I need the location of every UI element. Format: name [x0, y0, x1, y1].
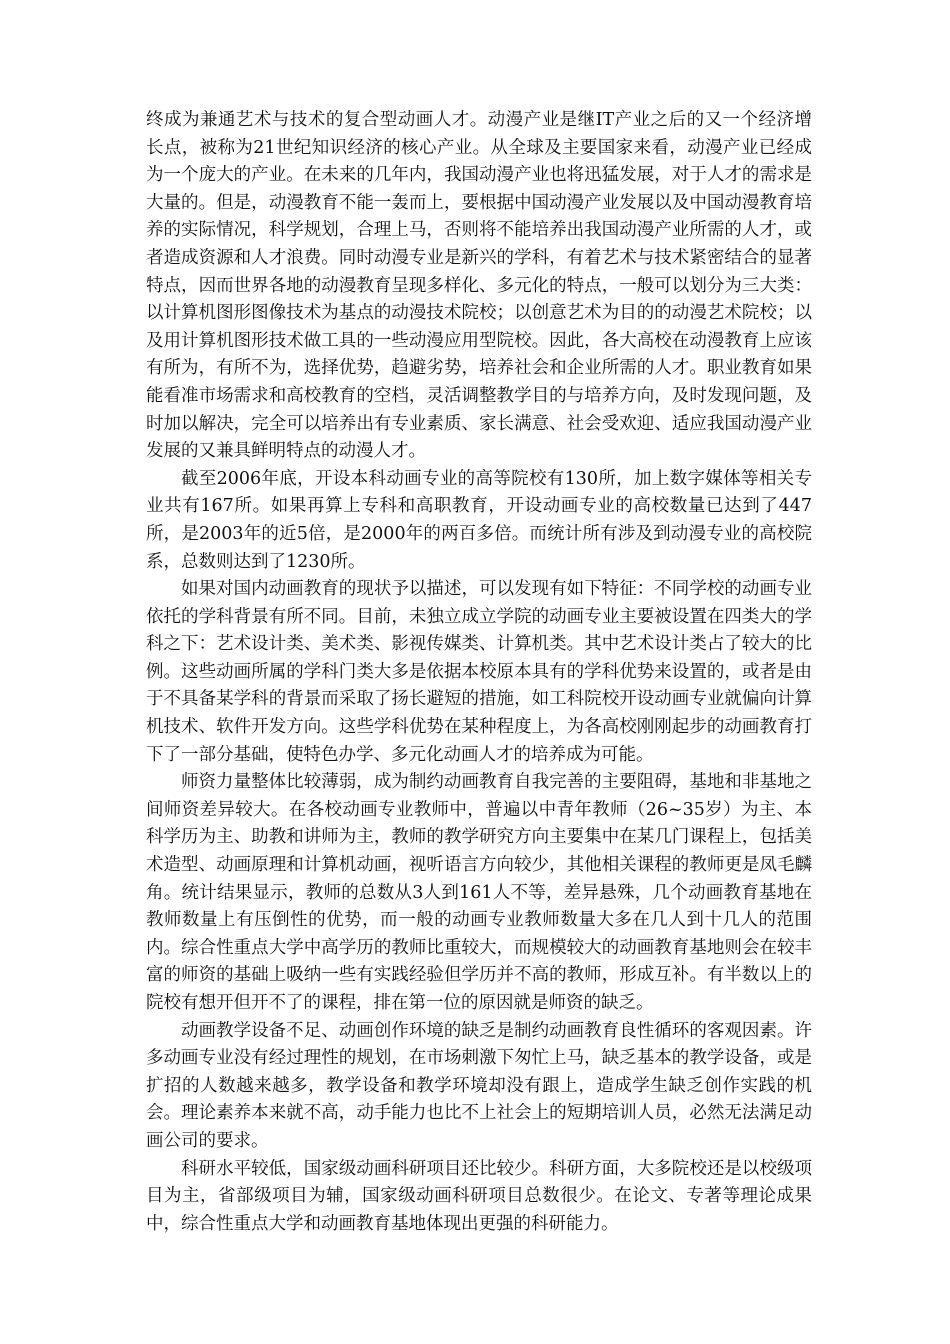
paragraph-5: 动画教学设备不足、动画创作环境的缺乏是制约动画教育良性循环的客观因素。许多动画专业没有经过理性的规划，在市场刺激下匆忙上马，缺乏基本的教学设备，或是扩招的人数越来越多，教学设备和教学环境却没有跟上，造成学生缺乏创作实践的机会。理论素养本来就不高，动手能力也比不上社会上的短期培训人员，必然无法满足动画公司的要求。 — [146, 1020, 812, 1151]
paragraph-2: 截至2006年底，开设本科动画专业的高等院校有130所，加上数字媒体等相关专业共有167所。如果再算上专科和高职教育，开设动画专业的高校数量已达到了447所，是2003年的近5倍，是2000年的两百多倍。而统计所有涉及到动漫专业的高校院系，总数则达到了1230所。 — [146, 468, 812, 572]
paragraph-6: 科研水平较低，国家级动画科研项目还比较少。科研方面，大多院校还是以校级项目为主，省部级项目为辅，国家级动画科研项目总数很少。在论文、专著等理论成果中，综合性重点大学和动画教育基地体现出更强的科研能力。 — [146, 1158, 812, 1234]
paragraph-3: 如果对国内动画教育的现状予以描述，可以发现有如下特征：不同学校的动画专业依托的学科背景有所不同。目前，未独立成立学院的动画专业主要被设置在四类大的学科之下：艺术设计类、美术类、影视传媒类、计算机类。其中艺术设计类占了较大的比例。这些动画所属的学科门类大多是依据本校原本具有的学科优势来设置的，或者是由于不具备某学科的背景而采取了扬长避短的措施，如工科院校开设动画专业就偏向计算机技术、软件开发方向。这些学科优势在某种程度上，为各高校刚刚起步的动画教育打下了一部分基础，使特色办学、多元化动画人才的培养成为可能。 — [146, 579, 812, 765]
document-body — [146, 107, 812, 1238]
paragraph-1: 终成为兼通艺术与技术的复合型动画人才。动漫产业是继IT产业之后的又一个经济增长点，被称为21世纪知识经济的核心产业。从全球及主要国家来看，动漫产业已经成为一个庞大的产业。在未来的几年内，我国动漫产业也将迅猛发展，对于人才的需求是大量的。但是，动漫教育不能一轰而上，要根据中国动漫产业发展以及中国动漫教育培养的实际情况，科学规划，合理上马，否则将不能培养出我国动漫产业所需的人才，或者造成资源和人才浪费。同时动漫专业是新兴的学科，有着艺术与技术紧密结合的显著特点，因而世界各地的动漫教育呈现多样化、多元化的特点，一般可以划分为三大类：以计算机图形图像技术为基点的动漫技术院校；以创意艺术为目的的动漫艺术院校；以及用计算机图形技术做工具的一些动漫应用型院校。因此，各大高校在动漫教育上应该有所为，有所不为，选择优势，趋避劣势，培养社会和企业所需的人才。职业教育如果能看准市场需求和高校教育的空档，灵活调整教学目的与培养方向，及时发现问题，及时加以解决，完全可以培养出有专业素质、家长满意、社会受欢迎、适应我国动漫产业发展的又兼具鲜明特点的动漫人才。 — [146, 110, 812, 462]
paragraph-4: 师资力量整体比较薄弱，成为制约动画教育自我完善的主要阻碍，基地和非基地之间师资差异较大。在各校动画专业教师中，普遍以中青年教师（26~35岁）为主、本科学历为主、助教和讲师为主，教师的教学研究方向主要集中在某几门课程上，包括美术造型、动画原理和计算机动画，视听语言方向较少，其他相关课程的教师更是凤毛麟角。统计结果显示，教师的总数从3人到161人不等，差异悬殊，几个动画教育基地在教师数量上有压倒性的优势，而一般的动画专业教师数量大多在几人到十几人的范围内。综合性重点大学中高学历的教师比重较大，而规模较大的动画教育基地则会在较丰富的师资的基础上吸纳一些有实践经验但学历并不高的教师，形成互补。有半数以上的院校有想开但开不了的课程，排在第一位的原因就是师资的缺乏。 — [146, 772, 812, 1013]
